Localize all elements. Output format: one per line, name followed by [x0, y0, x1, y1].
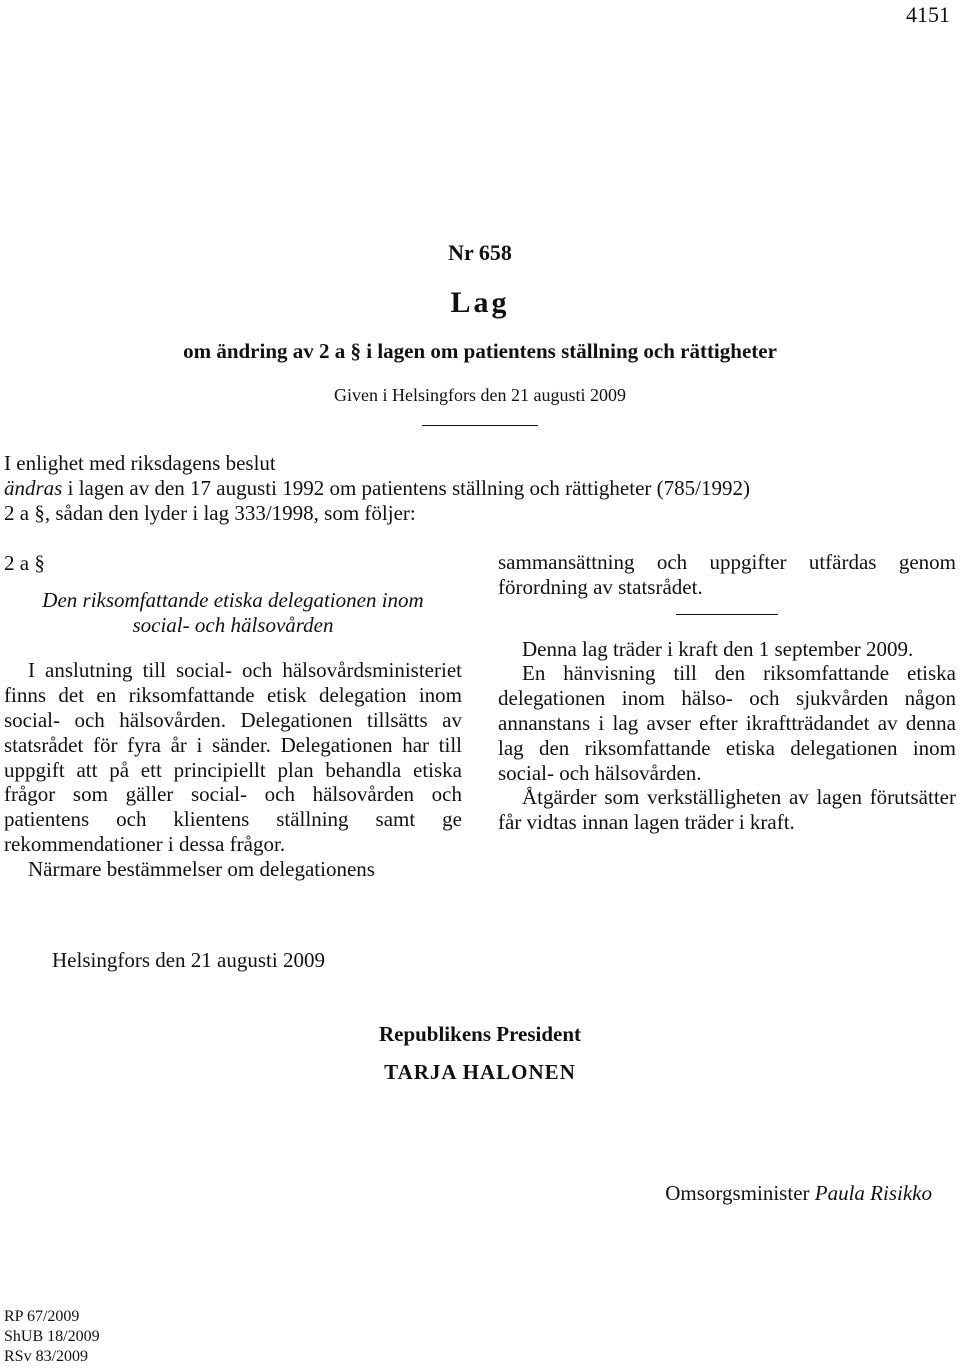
preamble [4, 451, 956, 526]
transition-paragraph-3: Åtgärder som verkställigheten av lagen förutsätter får vidtas innan lagen träder i kraft. [498, 785, 956, 835]
left-column [4, 551, 462, 882]
document-subtitle: om ändring av 2 a § i lagen om patientens ställning och rättigheter [183, 339, 777, 363]
section-divider [676, 614, 778, 615]
minister-name: Paula Risikko [814, 1181, 932, 1205]
section-paragraph-1: I anslutning till social- och hälsovårdsministeriet finns det en riksomfattande etisk delegation inom social- och hälsovården. Delegationen tillsätts av statsrådet för fyra år i sänder. Delegationen har till uppgift att på ett principiellt plan behandla etiska frågor som gäller social- och hälsovården och patientens och klientens ställning samt ge rekommendationer i dessa frågor. [4, 658, 462, 856]
title-divider [422, 425, 538, 426]
statute-number: Nr 658 [448, 240, 512, 265]
preamble-line-2-text: i lagen av den 17 augusti 1992 om patientens ställning och rättigheter (785/1992) [62, 476, 750, 500]
reference-rp: RP 67/2009 [4, 1308, 80, 1325]
right-column [498, 550, 956, 835]
preamble-amended-word: ändras [4, 476, 63, 500]
minister-title: Omsorgsminister [665, 1181, 810, 1205]
president-title: Republikens President [378, 1022, 582, 1046]
preamble-line-1: I enlighet med riksdagens beslut [4, 451, 276, 475]
given-date: Given i Helsingfors den 21 augusti 2009 [334, 385, 626, 405]
preamble-line-2 [4, 476, 956, 501]
minister-signature [665, 1181, 932, 1206]
transition-paragraph-2: En hänvisning till den riksomfattande etiska delegationen inom hälso- och sjukvården någon annanstans i lag avser efter ikraftträdandet av denna lag den riksomfattande etiska delegationen inom social- och hälsovården. [498, 661, 956, 785]
reference-rsv: RSv 83/2009 [4, 1348, 89, 1365]
reference-shub: ShUB 18/2009 [4, 1328, 100, 1345]
section-heading [4, 588, 462, 638]
section-paragraph-2-end: sammansättning och uppgifter utfärdas genom förordning av statsrådet. [498, 550, 956, 599]
president-name: TARJA HALONEN [384, 1060, 576, 1084]
place-and-date: Helsingfors den 21 augusti 2009 [52, 948, 325, 972]
section-number: 2 a § [4, 551, 45, 575]
transition-paragraph-1: Denna lag träder i kraft den 1 september 2009. [522, 636, 914, 661]
section-paragraph-2-start: Närmare bestämmelser om delegationens [28, 856, 375, 881]
document-title: Lag [450, 286, 510, 319]
section-heading-line-1: Den riksomfattande etiska delegationen inom [42, 587, 424, 612]
page-number: 4151 [906, 2, 950, 27]
reference-list [4, 1307, 100, 1367]
preamble-line-3: 2 a §, sådan den lyder i lag 333/1998, som följer: [4, 501, 416, 525]
section-heading-line-2: social- och hälsovården [132, 612, 334, 637]
